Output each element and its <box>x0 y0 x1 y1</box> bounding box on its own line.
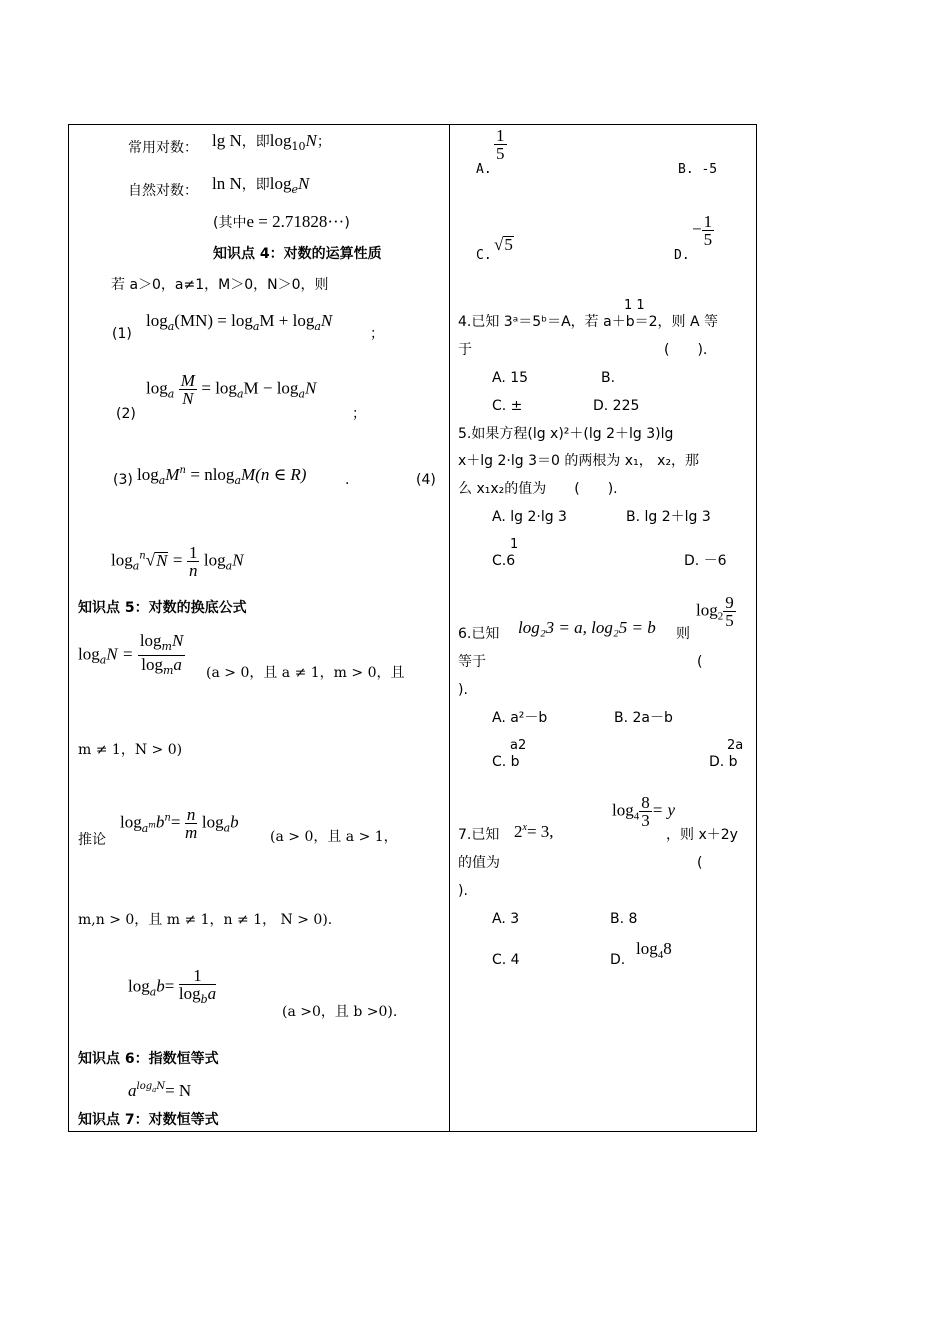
change-of-base-formula: $\log_aN$ = $\frac{\log_mN}{\log_ma}$ <box>78 631 184 677</box>
cob-lhs: log <box>78 644 100 664</box>
cob-condition-1: (a > 0，且 a ≠ 1，m > 0，且 <box>206 665 405 681</box>
q6-prefix: 6.已知 <box>458 626 500 642</box>
q6-then: 则 <box>676 626 690 642</box>
cor2-fraction: $\frac{1}{\log_ba}$ <box>178 966 217 1006</box>
rule3-rest: = nlog <box>190 465 235 484</box>
kp6-rhs: = N <box>165 1081 192 1100</box>
q5-option-c: C.6 <box>492 553 516 569</box>
cor1-fraction: $\frac{n}{m}$ <box>185 805 198 842</box>
rule4-rest2: N <box>232 550 244 570</box>
q4-stem-line2: 于 <box>458 342 472 358</box>
q5-option-a: A. lg 2·lg 3 <box>492 509 567 525</box>
rule1-rest3: N <box>320 311 333 330</box>
exponent-identity: $a^{log_aN}= N$ <box>128 1081 192 1100</box>
q5-stem-line1: 5.如果方程(lg x)²＋(lg 2＋lg 3)lg <box>458 426 674 442</box>
cor1-condition-2: m,n > 0，且 m ≠ 1，n ≠ 1， N > 0). <box>78 912 333 928</box>
rule1-formula: $\log_a(MN) = \log_aM + \log_aN$ <box>146 311 333 333</box>
rule2-fraction: $\frac{M}{N}$ <box>180 371 195 408</box>
q6-paren-open: ( <box>697 654 703 670</box>
corollary-label: 推论 <box>78 832 106 848</box>
q4-answer-paren: ( ). <box>664 342 708 358</box>
e-value-note <box>213 214 350 231</box>
q5-option-c-top: 1 <box>510 537 519 552</box>
rule4-number: (4) <box>416 472 436 488</box>
q6-option-d-top: 2a <box>727 738 744 753</box>
q7-paren-close: ). <box>458 883 468 899</box>
kp4-title: 知识点 4：对数的运算性质 <box>213 246 382 262</box>
rule4-root-arg: N <box>156 550 168 570</box>
q7-prefix: 7.已知 <box>458 827 500 843</box>
rule1-end: ； <box>370 326 384 342</box>
corollary-2-formula: $\log_ab=$ $\frac{1}{\log_ba}$ <box>128 966 217 1006</box>
q6-option-c-top: a2 <box>510 738 527 753</box>
rule1-number: (1) <box>112 326 132 342</box>
kp5-title: 知识点 5：对数的换底公式 <box>78 600 247 616</box>
q6-stem-line2: 等于 <box>458 654 486 670</box>
e-note-suffix: ) <box>344 215 350 231</box>
common-log-end: ； <box>316 134 331 150</box>
q5-option-d: D. －6 <box>684 553 727 569</box>
natural-log-expr: ln N <box>212 174 242 193</box>
common-log-ie: ，即 <box>241 134 270 150</box>
q5-stem-line2: x＋lg 2·lg 3＝0 的两根为 x₁， x₂，那 <box>458 453 700 469</box>
q4-option-a: A. 15 <box>492 370 529 386</box>
cob-condition-2: m ≠ 1，N > 0) <box>78 742 183 758</box>
q7-given-1: $2^x= 3$, <box>514 822 554 841</box>
q5-stem-line3: 么 x₁x₂的值为 ( ). <box>458 481 618 497</box>
rule1-log: log <box>146 311 168 330</box>
q7-tail: ，则 x＋2y <box>666 827 738 843</box>
rule2-end: ； <box>352 406 366 422</box>
common-log-label: 常用对数： <box>128 140 198 156</box>
kp6-title: 知识点 6：指数恒等式 <box>78 1051 219 1067</box>
common-log-base: log <box>269 131 292 150</box>
q7-paren-open: ( <box>697 855 703 871</box>
q3-option-a-label: A. <box>476 162 492 177</box>
q3-option-a-fraction: $\frac{1}{5}$ <box>496 126 505 163</box>
q6-paren-close: ). <box>458 682 468 698</box>
q4-option-d: D. 225 <box>593 398 640 414</box>
q4-fraction-marks: 1 1 <box>624 298 645 313</box>
q3-option-d-label: D. <box>674 248 690 263</box>
q6-option-c: C. b <box>492 754 520 770</box>
natural-log-var: N <box>298 174 310 193</box>
q3-option-b: B. -5 <box>678 162 718 177</box>
common-log-base-sub: 10 <box>291 140 306 153</box>
q7-stem-line2: 的值为 <box>458 855 500 871</box>
rule3-number: (3) <box>113 472 133 488</box>
natural-log-definition <box>212 176 309 198</box>
rule3-expr: M <box>165 465 180 484</box>
rule2-rest: = log <box>201 378 237 398</box>
kp7-title: 知识点 7：对数恒等式 <box>78 1112 219 1128</box>
rule4-rest: log <box>203 550 226 570</box>
rule2-formula: $\log_a$ $\frac{M}{N}$ = $\log_aM - \log_aN$ <box>146 371 317 408</box>
rule4-fraction: $\frac{1}{n}$ <box>188 543 198 580</box>
natural-log-ie: ，即 <box>241 177 270 193</box>
kp4-condition: 若 a＞0，a≠1，M＞0，N＞0，则 <box>111 277 329 293</box>
q3-option-c-sqrt: √5 <box>494 235 513 254</box>
rule3-end: . <box>345 472 350 488</box>
rule3-rest2: M(n ∈ R) <box>241 465 307 484</box>
e-note-prefix: (其中 <box>213 215 247 231</box>
q6-option-b: B. 2a－b <box>614 710 673 726</box>
q4-stem-line1: 4.已知 3ᵃ＝5ᵇ＝A，若 a＋b＝2，则 A 等 <box>458 314 718 330</box>
q6-option-a: A. a²－b <box>492 710 548 726</box>
q3-option-c-label: C. <box>476 248 492 263</box>
q4-option-c: C. ± <box>492 398 523 414</box>
rule2-number: (2) <box>116 406 136 422</box>
cob-fraction: $\frac{\log_mN}{\log_ma}$ <box>139 631 184 677</box>
natural-log-label: 自然对数： <box>128 183 198 199</box>
rule1-rest: (MN) = log <box>174 311 253 330</box>
q7-option-b: B. 8 <box>610 911 638 927</box>
q3-option-d-fraction: − $\frac{1}{5}$ <box>692 212 713 249</box>
corollary-1-formula: $\log_{a^m}b^n=$ $\frac{n}{m}$ $\log_ab$ <box>120 805 239 842</box>
cor1-condition-1: (a > 0，且 a > 1， <box>270 829 398 845</box>
common-log-definition <box>212 133 331 155</box>
rule4-formula: $\log_a^n√N$ = $\frac{1}{n}$ $\log_aN$ <box>111 543 244 580</box>
q6-given: log₂3 = a, log₂5 = b <box>518 618 656 637</box>
q6-option-d: D. b <box>709 754 738 770</box>
rule2-rest2: M − log <box>243 378 299 398</box>
q7-given-2: $\log_4$ $\frac{8}{3}$ = y <box>612 793 676 830</box>
q5-option-b: B. lg 2＋lg 3 <box>626 509 711 525</box>
cob-lhs-var: N = <box>106 644 134 664</box>
q7-option-a: A. 3 <box>492 911 520 927</box>
column-divider <box>449 124 450 1132</box>
rule1-rest2: M + log <box>259 311 315 330</box>
cor2-condition: (a >0，且 b >0). <box>282 1004 398 1020</box>
natural-log-base-sub: e <box>291 183 298 196</box>
common-log-var: N <box>305 131 317 150</box>
e-note-value: e = 2.71828··· <box>246 212 345 231</box>
q6-target-log: $\log_2$ $\frac{9}{5}$ <box>696 593 734 630</box>
natural-log-base: log <box>269 174 292 193</box>
q7-option-c: C. 4 <box>492 952 520 968</box>
q7-option-d-label: D. <box>610 952 626 968</box>
common-log-expr: lg N <box>212 131 242 150</box>
q7-option-d-expr: $\log_48$ <box>636 939 672 961</box>
rule4-root-index: n <box>139 550 146 562</box>
rule2-rest3: N <box>305 378 317 398</box>
q4-option-b: B. <box>601 370 616 386</box>
rule3-formula: $\log_aM^n = nlog_aM(n$ ∈ R) <box>137 465 307 487</box>
